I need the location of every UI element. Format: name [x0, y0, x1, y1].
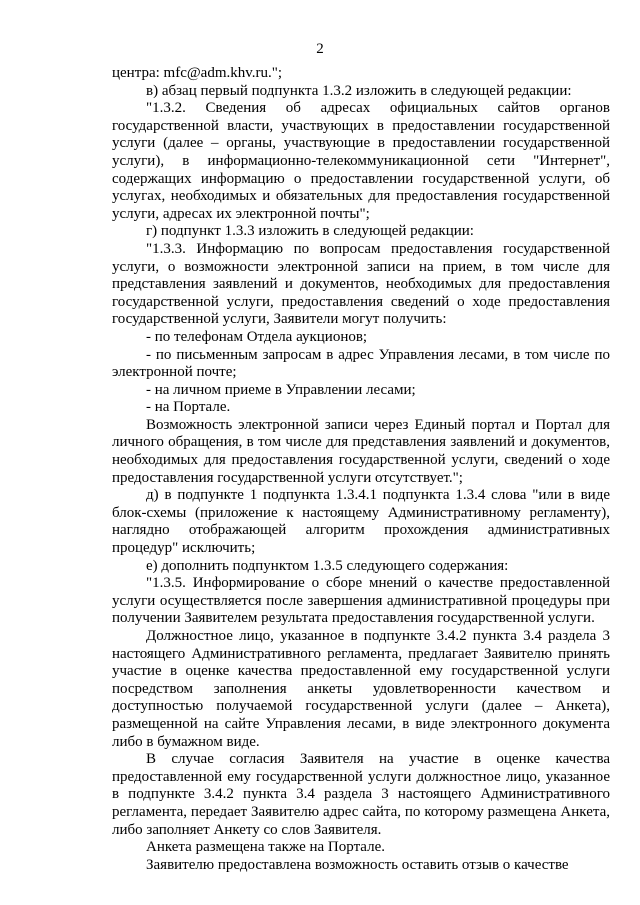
- page-number: 2: [316, 41, 324, 57]
- paragraph-official: Должностное лицо, указанное в подпункте 3.4.2 пункта 3.4 раздела 3 настоящего Административного регламента, предлагает Заявителю принять участие в оценке качества предоставленной ему государственной услуги посредством заполнения анкеты удовлетворенности качеством и доступностью получаемой государственной услуги (далее – Анкета), размещенной на сайте Управления лесами, в виде электронного документа либо в бумажном виде.: [112, 628, 610, 750]
- paragraph-1-3-3: "1.3.3. Информацию по вопросам предоставления государственной услуги, о возможности электронной записи на прием, в том числе для представления заявлений и документов, необходимых для предоставления государственной услуги, предоставления сведений о ходе предоставления государственной услуги, Заявители могут получить:: [112, 240, 610, 328]
- paragraph-electronic-record: Возможность электронной записи через Единый портал и Портал для личного обращения, в том числе для представления заявлений и документов, необходимых для предоставления государственной услуги, сведений о ходе предоставления государственной услуги отсутствует.";: [112, 416, 610, 486]
- paragraph-item-e: е) дополнить подпунктом 1.3.5 следующего содержания:: [146, 557, 509, 574]
- paragraph-item-g: г) подпункт 1.3.3 изложить в следующей редакции:: [146, 223, 474, 240]
- paragraph-continuation: центра: mfc@adm.khv.ru.";: [112, 65, 283, 81]
- paragraph-consent: В случае согласия Заявителя на участие в оценке качества предоставленной ему государственной услуги должностное лицо, указанное в подпункте 3.4.2 пункта 3.4 раздела 3 настоящего Административного регламента, передает Заявителю адрес сайта, по которому размещена Анкета, либо заполняет Анкету со слов Заявителя.: [112, 751, 610, 838]
- list-item-written: - по письменным запросам в адрес Управления лесами, в том числе по электронной почте;: [112, 346, 610, 381]
- paragraph-1-3-2: "1.3.2. Сведения об адресах официальных сайтов органов государственной власти, участвующих в предоставлении государственной услуги (далее – органы, участвующие в предоставлении государственной услуги), в информационно-телекоммуникационной сети "Интернет", содержащих информацию о предоставлении государственной услуги, об услугах, необходимых и обязательных для предоставления государственной услуги, адресах их электронной почты";: [112, 100, 610, 222]
- paragraph-portal-form: Анкета размещена также на Портале.: [146, 839, 385, 856]
- paragraph-feedback: Заявителю предоставлена возможность оставить отзыв о качестве: [146, 856, 569, 873]
- list-item-portal: - на Портале.: [146, 399, 231, 416]
- document-body: [112, 65, 610, 874]
- list-item-personal: - на личном приеме в Управлении лесами;: [146, 381, 416, 398]
- list-item-phone: - по телефонам Отдела аукционов;: [146, 328, 368, 345]
- paragraph-1-3-5: "1.3.5. Информирование о сборе мнений о качестве предоставленной услуги осуществляется после завершения административной процедуры при получении Заявителем результата предоставления государственной услуги.: [112, 575, 610, 627]
- paragraph-item-v: в) абзац первый подпункта 1.3.2 изложить в следующей редакции:: [146, 82, 572, 99]
- paragraph-item-d: д) в подпункте 1 подпункта 1.3.4.1 подпункта 1.3.4 слова "или в виде блок-схемы (приложение к настоящему Административному регламенту), наглядно отображающей алгоритм прохождения административных процедур" исключить;: [112, 487, 610, 557]
